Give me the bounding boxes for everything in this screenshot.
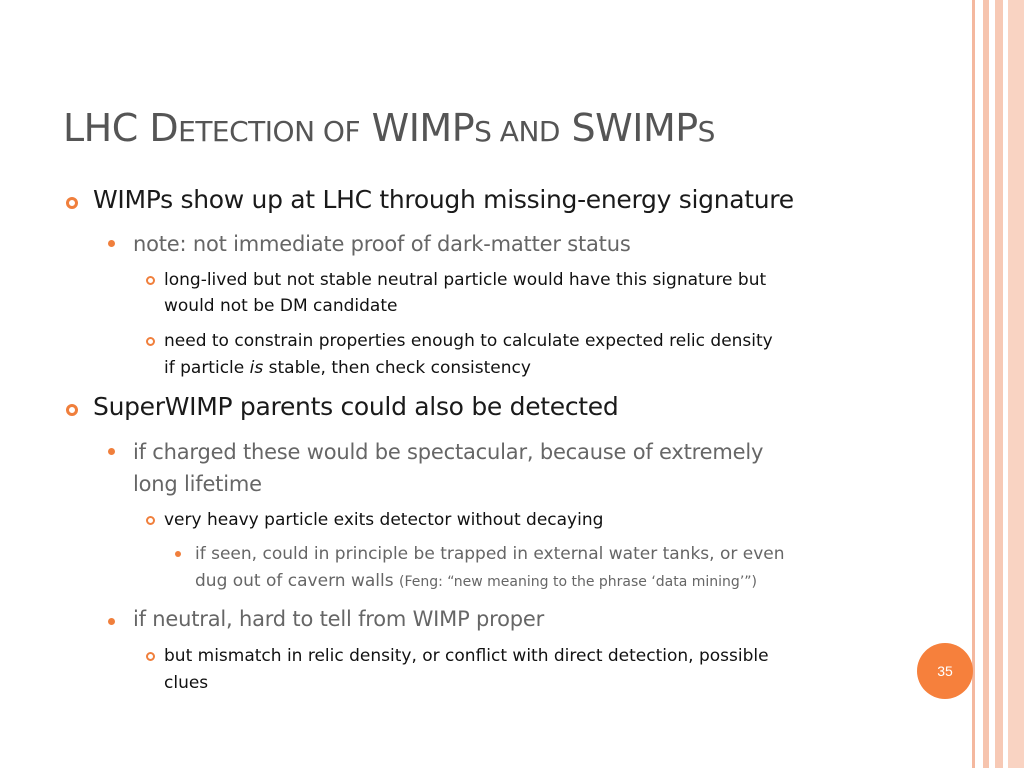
ring-bullet-icon: [66, 404, 78, 416]
small-ring-bullet-icon: [146, 652, 155, 661]
bullet-charged-line2: long lifetime: [133, 472, 262, 496]
bullet-mismatch-line2: clues: [164, 673, 209, 693]
text-span: stable, then check consistency: [263, 358, 531, 378]
title-text: WIMP: [360, 106, 475, 150]
title-text: S AND: [474, 115, 560, 148]
bullet-note: note: not immediate proof of dark-matter status: [133, 232, 631, 256]
stripe: [983, 0, 989, 768]
bullet-long-lived-line1: long-lived but not stable neutral particle would have this signature but: [164, 270, 767, 290]
title-text: LHC D: [63, 106, 179, 150]
bullet-if-seen-line2: [195, 568, 757, 595]
stripe: [995, 0, 1003, 768]
bullet-mismatch-line1: but mismatch in relic density, or conflict with direct detection, possible: [164, 646, 769, 666]
bullet-superwimp: SuperWIMP parents could also be detected: [93, 392, 619, 421]
dot-bullet-icon: [108, 448, 115, 455]
bullet-charged-line1: if charged these would be spectacular, because of extremely: [133, 440, 764, 464]
decorative-stripes: [972, 0, 1024, 768]
ring-bullet-icon: [66, 197, 78, 209]
small-ring-bullet-icon: [146, 516, 155, 525]
small-ring-bullet-icon: [146, 276, 155, 285]
text-span: if particle: [164, 358, 250, 378]
dot-bullet-icon: [108, 240, 115, 247]
small-dot-bullet-icon: [175, 551, 181, 557]
bullet-if-seen-line1: if seen, could in principle be trapped in external water tanks, or even: [195, 544, 785, 564]
bullet-heavy-particle: very heavy particle exits detector without decaying: [164, 510, 604, 530]
bullet-neutral: if neutral, hard to tell from WIMP proper: [133, 607, 545, 631]
dot-bullet-icon: [108, 618, 115, 625]
feng-quote: (Feng: “new meaning to the phrase ‘data mining’”): [398, 574, 757, 590]
italic-text: is: [249, 358, 264, 378]
slide-number: 35: [937, 663, 953, 679]
title-text: SWIMP: [559, 106, 698, 150]
slide-number-badge: [917, 643, 973, 699]
title-text: S: [697, 115, 715, 148]
bullet-wimps: WIMPs show up at LHC through missing-energy signature: [93, 185, 794, 214]
small-ring-bullet-icon: [146, 337, 155, 346]
title-text: ETECTION OF: [178, 115, 361, 148]
text-span: dug out of cavern walls: [195, 571, 399, 591]
bullet-long-lived-line2: would not be DM candidate: [164, 296, 398, 316]
bullet-constrain-line2: [164, 355, 531, 381]
bullet-constrain-line1: need to constrain properties enough to calculate expected relic density: [164, 331, 773, 351]
stripe: [1008, 0, 1024, 768]
stripe: [972, 0, 975, 768]
